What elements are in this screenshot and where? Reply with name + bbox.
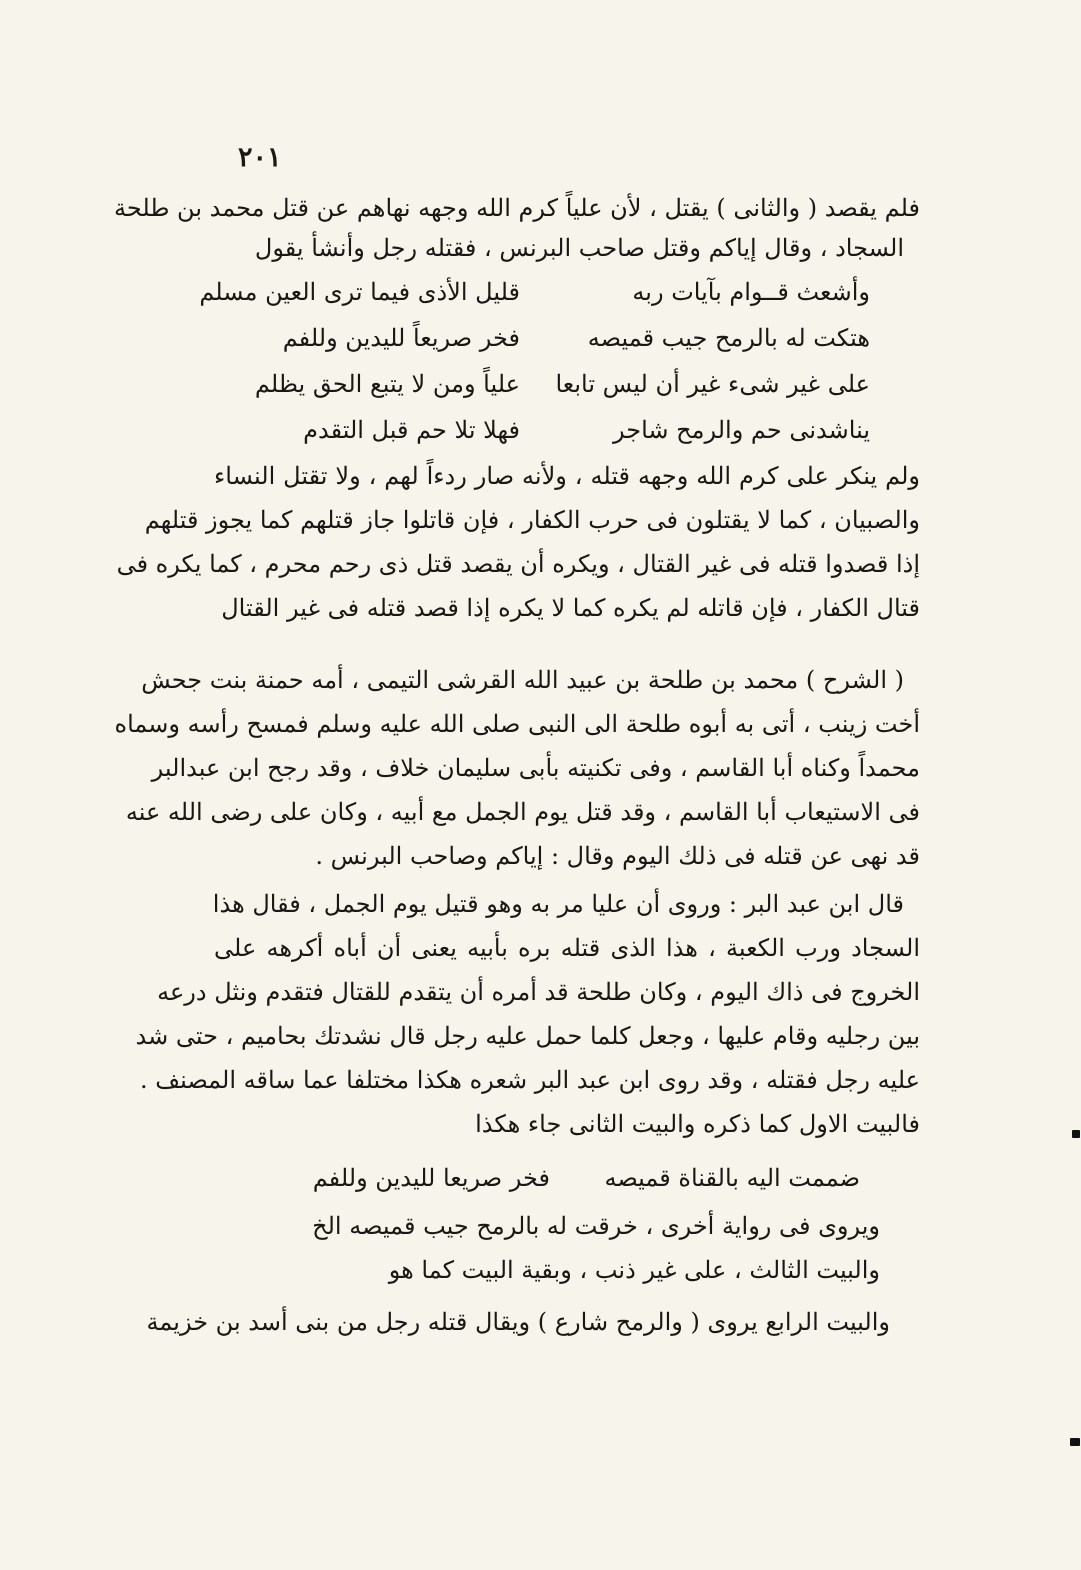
text-line: قتال الكفار ، فإن قاتله لم يكره كما لا يكره إذا قصد قتله فى غير القتال <box>221 594 920 622</box>
text-line: أخت زينب ، أتى به أبوه طلحة الى النبى صلى الله عليه وسلم فمسح رأسه وسماه <box>114 710 920 738</box>
verse-hemistich-right: على غير شىء غير أن ليس تابعا <box>555 370 870 398</box>
text-line: قد نهى عن قتله فى ذلك اليوم وقال : إياكم وصاحب البرنس . <box>315 842 920 870</box>
text-line: والبيت الثالث ، على غير ذنب ، وبقية البيت كما هو <box>388 1256 880 1284</box>
page-number: ٢٠١ <box>238 142 282 173</box>
verse-hemistich-left: فخر صريعا لليدين وللفم <box>312 1164 550 1192</box>
text-line: بين رجليه وقام عليها ، وجعل كلما حمل عليه رجل قال نشدتك بحاميم ، حتى شد <box>135 1022 920 1050</box>
verse-hemistich-left: علياً ومن لا يتبع الحق يظلم <box>254 370 520 398</box>
text-line: الخروج فى ذاك اليوم ، وكان طلحة قد أمره أن يتقدم للقتال فتقدم ونثل درعه <box>157 978 920 1006</box>
text-line: محمداً وكناه أبا القاسم ، وفى تكنيته بأبى سليمان خلاف ، وقد رجح ابن عبدالبر <box>151 754 920 782</box>
text-line: ويروى فى رواية أخرى ، خرقت له بالرمح جيب قميصه الخ <box>312 1212 880 1240</box>
text-line: عليه رجل فقتله ، وقد روى ابن عبد البر شعره هكذا مختلفا عما ساقه المصنف . <box>139 1066 920 1094</box>
text-line: إذا قصدوا قتله فى غير القتال ، ويكره أن يقصد قتل ذى رحم محرم ، كما يكره فى <box>116 550 920 578</box>
verse-hemistich-right: يناشدنى حم والرمح شاجر <box>613 416 870 444</box>
text-line: فى الاستيعاب أبا القاسم ، وقد قتل يوم الجمل مع أبيه ، وكان على رضى الله عنه <box>125 798 920 826</box>
verse-hemistich-left: قليل الأذى فيما ترى العين مسلم <box>199 278 520 306</box>
text-line: ولم ينكر على كرم الله وجهه قتله ، ولأنه صار ردءاً لهم ، ولا تقتل النساء <box>214 462 920 490</box>
verse-hemistich-right: وأشعث قــوام بآيات ربه <box>632 278 870 306</box>
verse-hemistich-left: فخر صريعاً لليدين وللفم <box>282 324 520 352</box>
text-line: السجاد ورب الكعبة ، هذا الذى قتله بره بأبيه يعنى أن أباه أكرهه على <box>214 934 920 962</box>
verse-hemistich-right: ضممت اليه بالقناة قميصه <box>604 1164 860 1192</box>
text-line: فالبيت الاول كما ذكره والبيت الثانى جاء هكذا <box>475 1110 920 1138</box>
text-line: والبيت الرابع يروى ( والرمح شارع ) ويقال قتله رجل من بنى أسد بن خزيمة <box>146 1308 890 1336</box>
text-line: السجاد ، وقال إياكم وقتل صاحب البرنس ، فقتله رجل وأنشأ يقول <box>254 234 904 262</box>
text-line: ( الشرح ) محمد بن طلحة بن عبيد الله القرشى التيمى ، أمه حمنة بنت جحش <box>141 666 904 694</box>
verse-hemistich-right: هتكت له بالرمح جيب قميصه <box>587 324 870 352</box>
text-line: والصبيان ، كما لا يقتلون فى حرب الكفار ، فإن قاتلوا جاز قتلهم كما يجوز قتلهم <box>144 506 920 534</box>
text-line: فلم يقصد ( والثانى ) يقتل ، لأن علياً كرم الله وجهه نهاهم عن قتل محمد بن طلحة <box>114 194 920 222</box>
text-line: قال ابن عبد البر : وروى أن عليا مر به وهو قتيل يوم الجمل ، فقال هذا <box>212 890 904 918</box>
verse-hemistich-left: فهلا تلا حم قبل التقدم <box>303 416 520 444</box>
scan-mark <box>1072 1130 1080 1138</box>
scan-mark <box>1070 1438 1080 1446</box>
